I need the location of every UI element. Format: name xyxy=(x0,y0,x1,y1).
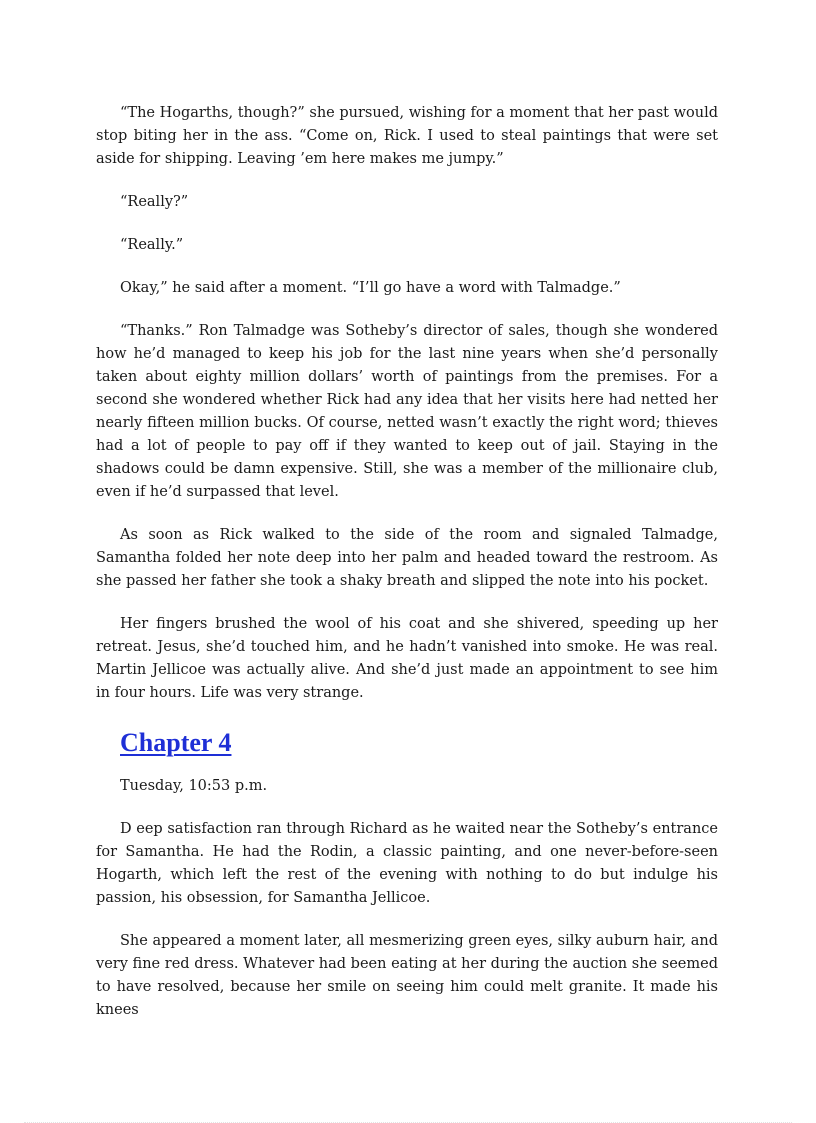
paragraph: “The Hogarths, though?” she pursued, wishing for a moment that her past would stop biting her in the ass. “Come on, Rick. I used to steal paintings that were set aside for shipping. Leaving ’em here makes me jumpy.” xyxy=(96,105,718,167)
paragraph: Her fingers brushed the wool of his coat and she shivered, speeding up her retreat. Jesus, she’d touched him, and he hadn’t vanished into smoke. He was real. Martin Jellicoe was actually alive. And she’d just made an appointment to see him in four hours. Life was very strange. xyxy=(96,616,718,701)
chapter-title-link[interactable]: Chapter 4 xyxy=(120,728,232,757)
chapter-timestamp: Tuesday, 10:53 p.m. xyxy=(120,778,268,794)
paragraph: As soon as Rick walked to the side of the room and signaled Talmadge, Samantha folded her note deep into her palm and headed toward the restroom. As she passed her father she took a shaky breath and slipped the note into his pocket. xyxy=(96,527,718,589)
paragraph: “Really.” xyxy=(120,237,184,253)
paragraph: D eep satisfaction ran through Richard as he waited near the Sotheby’s entrance for Samantha. He had the Rodin, a classic painting, and one never-before-seen Hogarth, which left the rest of the evening with nothing to do but indulge his passion, his obsession, for Samantha Jellicoe. xyxy=(96,821,718,906)
chapter-heading xyxy=(96,725,718,761)
paragraph: Okay,” he said after a moment. “I’ll go have a word with Talmadge.” xyxy=(120,280,621,296)
paragraph: “Thanks.” Ron Talmadge was Sotheby’s director of sales, though she wondered how he’d managed to keep his job for the last nine years when she’d personally taken about eighty million dollars’ worth of paintings from the premises. For a second she wondered whether Rick had any idea that her visits here had netted her nearly fifteen million bucks. Of course, netted wasn’t exactly the right word; thieves had a lot of people to pay off if they wanted to keep out of jail. Staying in the shadows could be damn expensive. Still, she was a member of the millionaire club, even if he’d surpassed that level. xyxy=(96,323,718,500)
paragraph: She appeared a moment later, all mesmerizing green eyes, silky auburn hair, and very fine red dress. Whatever had been eating at her during the auction she seemed to have resolved, because her smile on seeing him could melt granite. It made his knees xyxy=(96,933,718,1018)
page-body xyxy=(96,102,718,1042)
paragraph: “Really?” xyxy=(120,194,189,210)
